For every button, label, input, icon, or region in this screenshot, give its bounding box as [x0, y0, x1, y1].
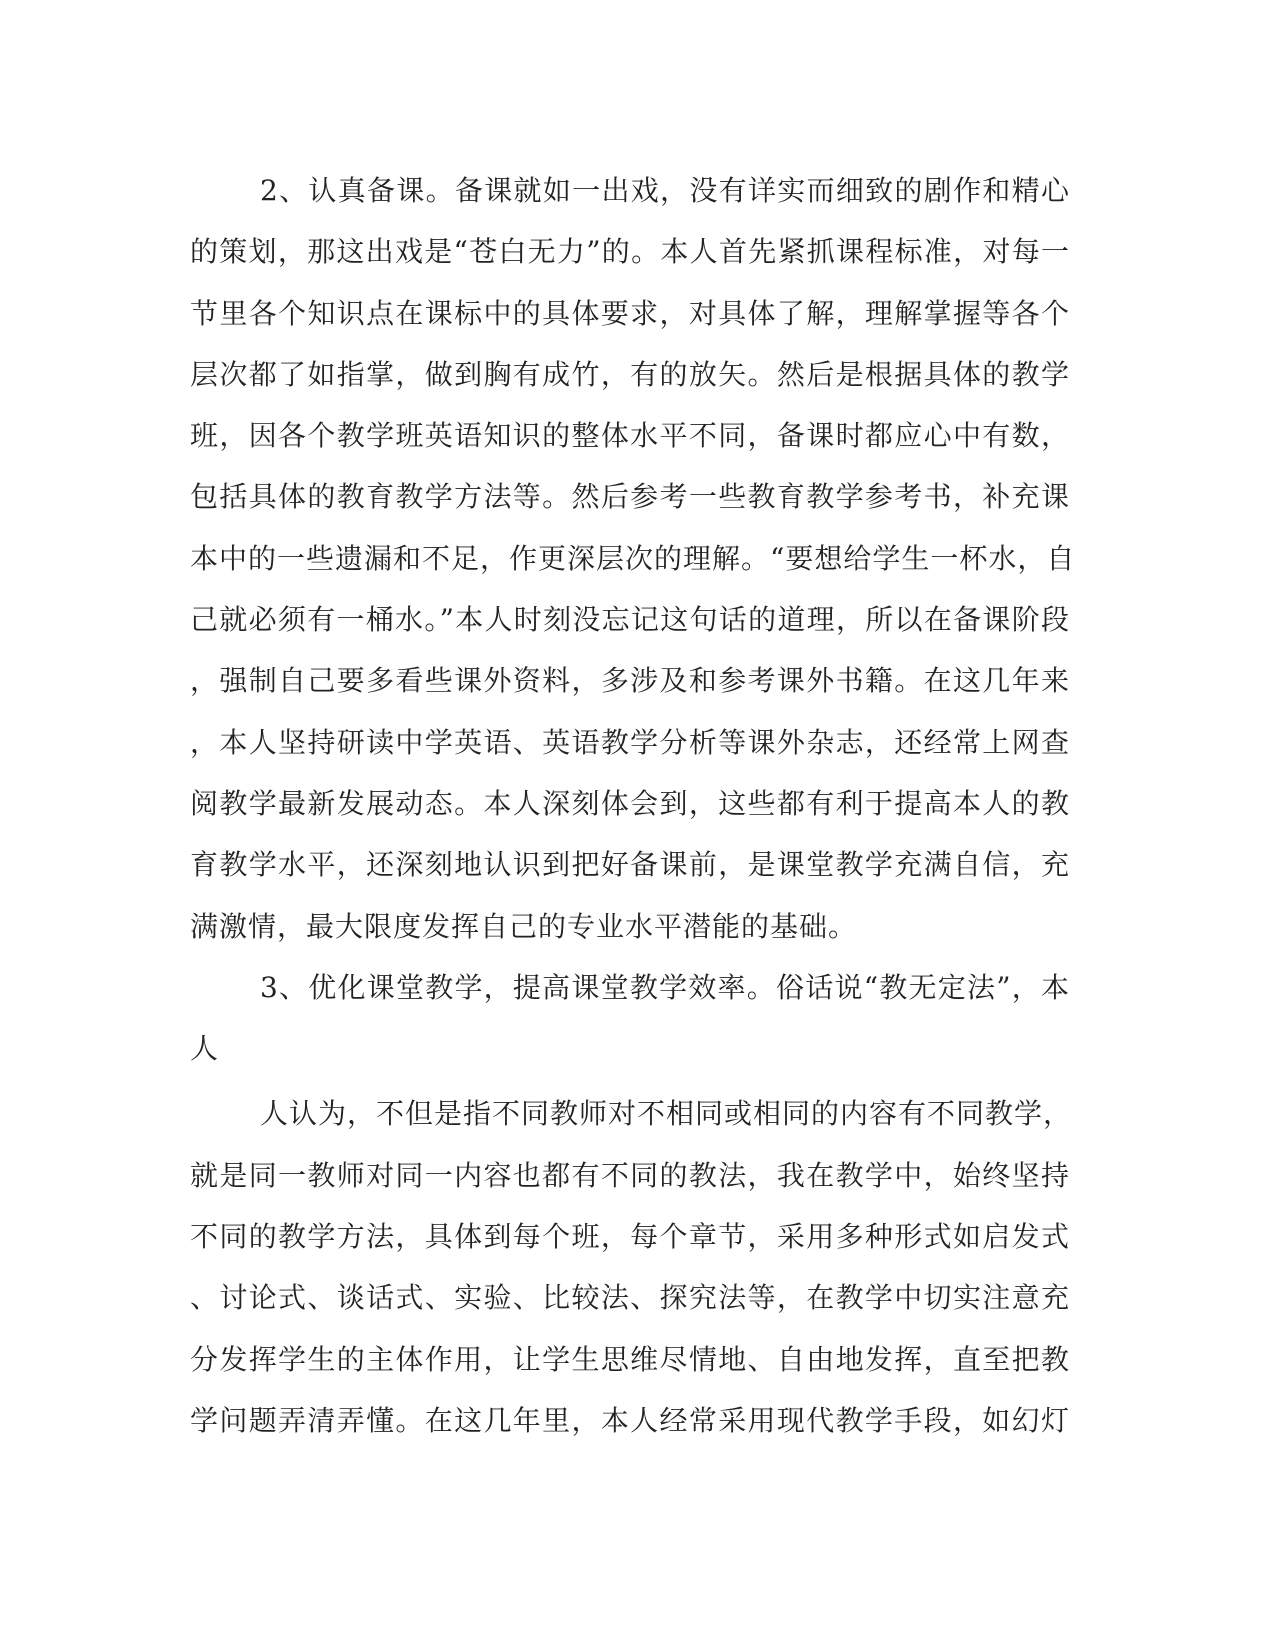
text-line: 3、优化课堂教学，提高课堂教学效率。俗话说“教无定法”，本 — [260, 970, 1070, 1004]
text-line: 阅教学最新发展动态。本人深刻体会到，这些都有利于提高本人的教 — [190, 786, 1070, 820]
text-line: 不同的教学方法，具体到每个班，每个章节，采用多种形式如启发式 — [190, 1220, 1070, 1254]
text-line: 节里各个知识点在课标中的具体要求，对具体了解，理解掌握等各个 — [190, 296, 1070, 330]
text-line: 层次都了如指掌，做到胸有成竹，有的放矢。然后是根据具体的教学 — [190, 357, 1070, 391]
paragraph-classroom-teaching — [190, 957, 1070, 1080]
text-line: 就是同一教师对同一内容也都有不同的教法，我在教学中，始终坚持 — [190, 1158, 1070, 1192]
text-line: 班，因各个教学班英语知识的整体水平不同，备课时都应心中有数， — [190, 419, 1070, 453]
text-line: 分发挥学生的主体作用，让学生思维尽情地、自由地发挥，直至把教 — [190, 1342, 1070, 1376]
text-line: ，强制自己要多看些课外资料，多涉及和参考课外书籍。在这几年来 — [190, 664, 1070, 698]
text-line: 育教学水平，还深刻地认识到把好备课前，是课堂教学充满自信，充 — [190, 848, 1070, 882]
text-line: 学问题弄清弄懂。在这几年里，本人经常采用现代教学手段，如幻灯 — [190, 1403, 1070, 1437]
text-line: 人 — [190, 1032, 220, 1066]
text-line: 己就必须有一桶水。”本人时刻没忘记这句话的道理，所以在备课阶段 — [190, 603, 1070, 637]
text-line: 满激情，最大限度发挥自己的专业水平潜能的基础。 — [190, 909, 858, 943]
text-line: ，本人坚持研读中学英语、英语教学分析等课外杂志，还经常上网查 — [190, 725, 1070, 759]
text-line: 、讨论式、谈话式、实验、比较法、探究法等，在教学中切实注意充 — [190, 1281, 1070, 1315]
text-line: 2、认真备课。备课就如一出戏，没有详实而细致的剧作和精心 — [260, 174, 1070, 207]
text-line: 本中的一些遗漏和不足，作更深层次的理解。“要想给学生一杯水，自 — [190, 541, 1076, 575]
text-line: 的策划，那这出戏是“苍白无力”的。本人首先紧抓课程标准，对每一 — [190, 235, 1070, 269]
paragraph-lesson-preparation — [190, 160, 1076, 957]
text-line: 包括具体的教育教学方法等。然后参考一些教育教学参考书，补充课 — [190, 480, 1070, 514]
document-body — [190, 160, 1076, 1451]
text-line: 人认为，不但是指不同教师对不相同或相同的内容有不同教学， — [260, 1097, 1073, 1131]
paragraph-teaching-methods — [190, 1083, 1073, 1451]
